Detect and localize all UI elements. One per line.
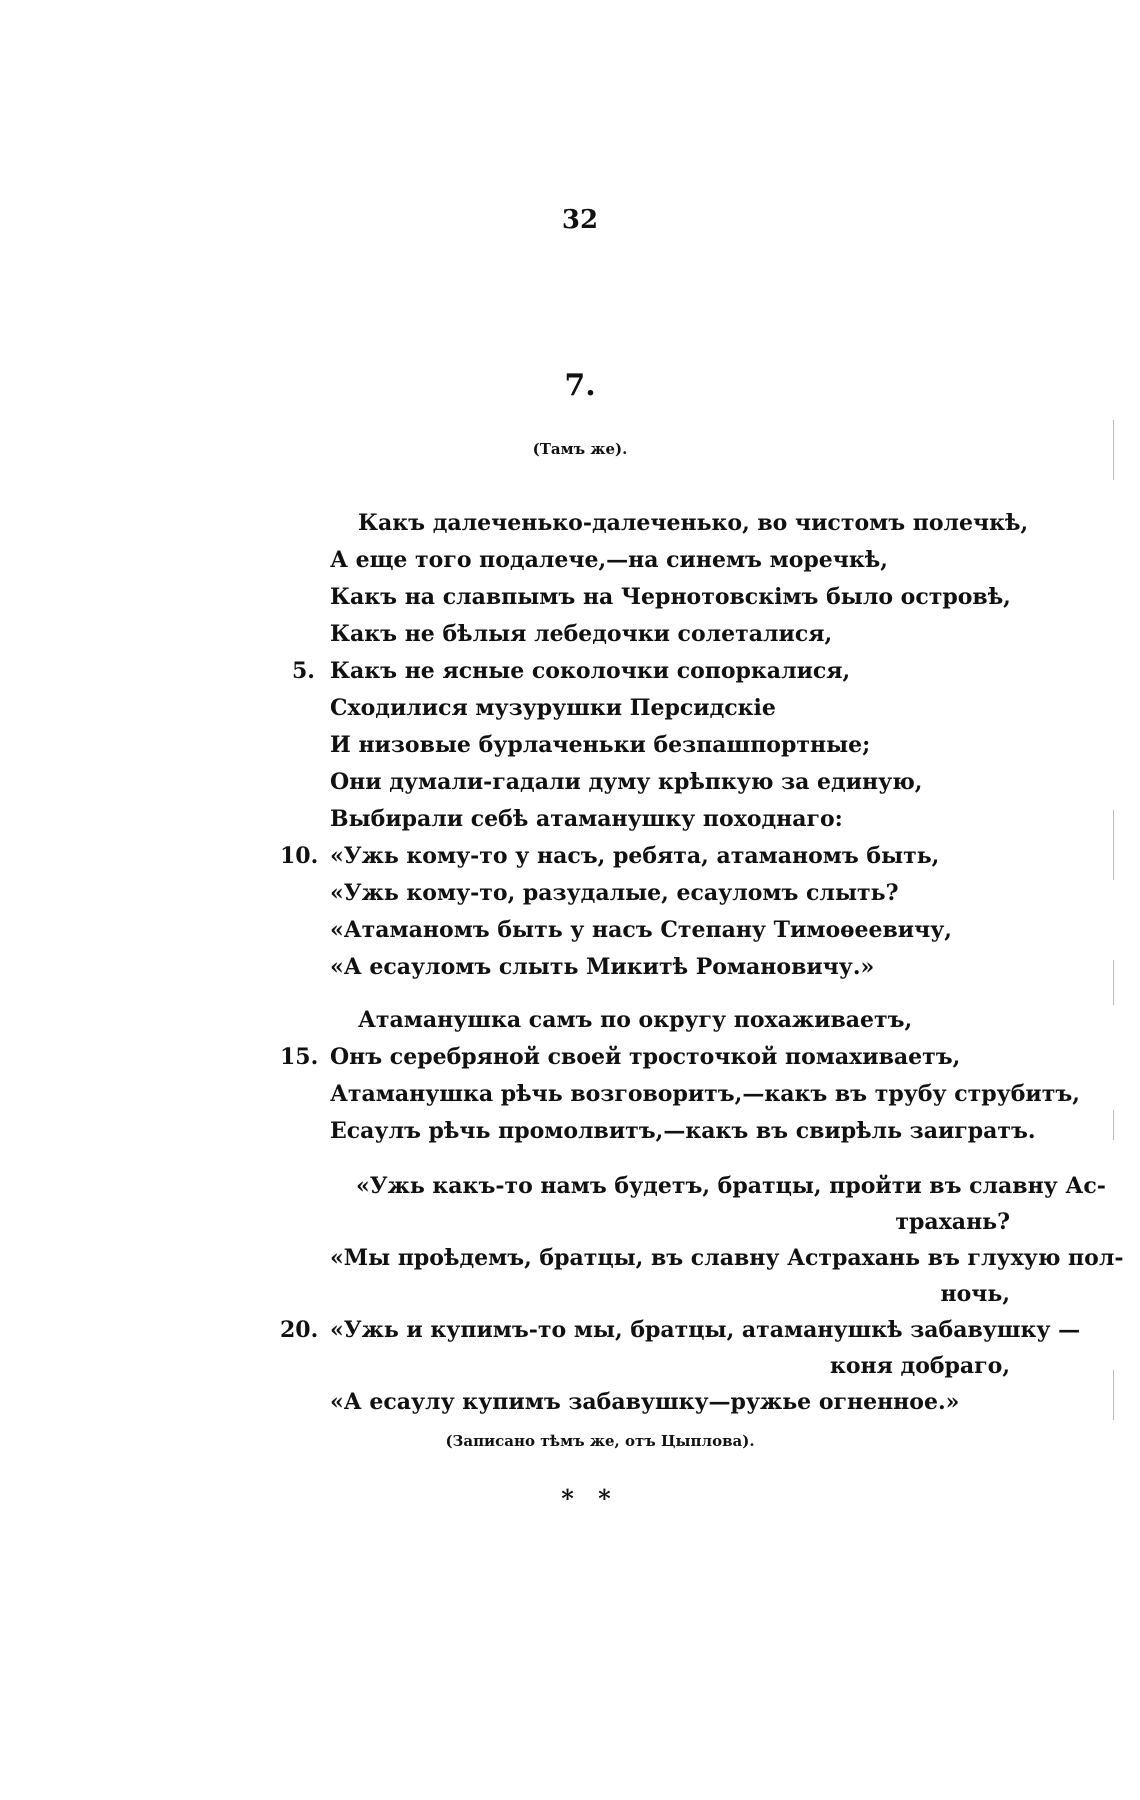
line-text: Они думали-гадали думу крѣпкую за единую,: [330, 769, 923, 795]
verse-line: [0, 1168, 1140, 1205]
verse-line: [0, 875, 1140, 912]
line-text: «Мы проѣдемъ, братцы, въ славну Астрахань въ глухую пол-: [330, 1245, 1124, 1271]
verse-line: [0, 949, 1140, 986]
verse-line: [0, 1076, 1140, 1113]
verse-line: [0, 838, 1140, 875]
line-text: Есаулъ рѣчь промолвитъ,—какъ въ свирѣль заигратъ.: [330, 1118, 1036, 1144]
line-text: Какъ на славпымъ на Чернотовскімъ было островѣ,: [330, 584, 1011, 610]
line-number: 15.: [280, 1044, 319, 1070]
line-text: «Ужь какъ-то намъ будетъ, братцы, пройти въ славну Ас-: [356, 1173, 1106, 1199]
scan-edge-mark: [1113, 960, 1114, 1005]
verse-line: [0, 653, 1140, 690]
line-text: «А есауломъ слыть Микитѣ Романовичу.»: [330, 954, 875, 980]
verse-line: [0, 764, 1140, 801]
line-text: «Ужь кому-то, разудалые, есауломъ слыть?: [330, 880, 899, 906]
line-text: Выбирали себѣ атаманушку походнаго:: [330, 806, 843, 832]
line-number: 20.: [280, 1317, 319, 1343]
verse-line: [0, 616, 1140, 653]
verse-line: [0, 690, 1140, 727]
line-text: «Атаманомъ быть у насъ Степану Тимоѳеевичу,: [330, 917, 952, 943]
line-text: Какъ далеченько-далеченько, во чистомъ полечкѣ,: [358, 510, 1029, 536]
verse-line: [0, 1312, 1140, 1349]
line-text: «Ужь и купимъ-то мы, братцы, атаманушкѣ забавушку —: [330, 1317, 1081, 1343]
verse-line: [0, 1039, 1140, 1076]
verse-line: [0, 1002, 1140, 1039]
line-number: 5.: [292, 658, 315, 684]
source-note: (Тамъ же).: [532, 440, 628, 458]
verse-line: [0, 1384, 1140, 1421]
line-text: Какъ не бѣлыя лебедочки солеталися,: [330, 621, 833, 647]
line-text: «А есаулу купимъ забавушку—ружье огненное.»: [330, 1389, 960, 1415]
verse-line: [0, 505, 1140, 542]
verse-line: [0, 912, 1140, 949]
verse-line: [0, 579, 1140, 616]
line-text: Сходилися музурушки Персидскіе: [330, 695, 776, 721]
line-text: Атаманушка самъ по округу похаживаетъ,: [358, 1007, 913, 1033]
verse-overflow: трахань?: [895, 1209, 1010, 1235]
line-text: «Ужь кому-то у насъ, ребята, атаманомъ быть,: [330, 843, 940, 869]
verse-line: [0, 1240, 1140, 1277]
scan-edge-mark: [1113, 1370, 1114, 1420]
page-number: 32: [561, 205, 599, 235]
line-text: И низовые бурлаченьки безпашпортные;: [330, 732, 871, 758]
section-end-asterisks: * *: [561, 1484, 619, 1513]
line-number: 10.: [280, 843, 319, 869]
signature-note: (Записано тѣмъ же, отъ Цыплова).: [445, 1432, 755, 1450]
line-text: Атаманушка рѣчь возговоритъ,—какъ въ трубу струбитъ,: [330, 1081, 1080, 1107]
scan-edge-mark: [1113, 420, 1114, 480]
scan-edge-mark: [1113, 810, 1114, 880]
poem-number: 7.: [564, 368, 596, 403]
verse-overflow: ночь,: [940, 1281, 1010, 1307]
line-text: А еще того подалече,—на синемъ моречкѣ,: [330, 547, 888, 573]
line-text: Онъ серебряной своей тросточкой помахиваетъ,: [330, 1044, 961, 1070]
verse-line: [0, 1113, 1140, 1150]
verse-overflow: коня добраго,: [829, 1353, 1010, 1379]
verse-line: [0, 542, 1140, 579]
scan-edge-mark: [1113, 1110, 1114, 1140]
verse-line: [0, 727, 1140, 764]
line-text: Какъ не ясные соколочки сопоркалися,: [330, 658, 851, 684]
verse-line: [0, 801, 1140, 838]
